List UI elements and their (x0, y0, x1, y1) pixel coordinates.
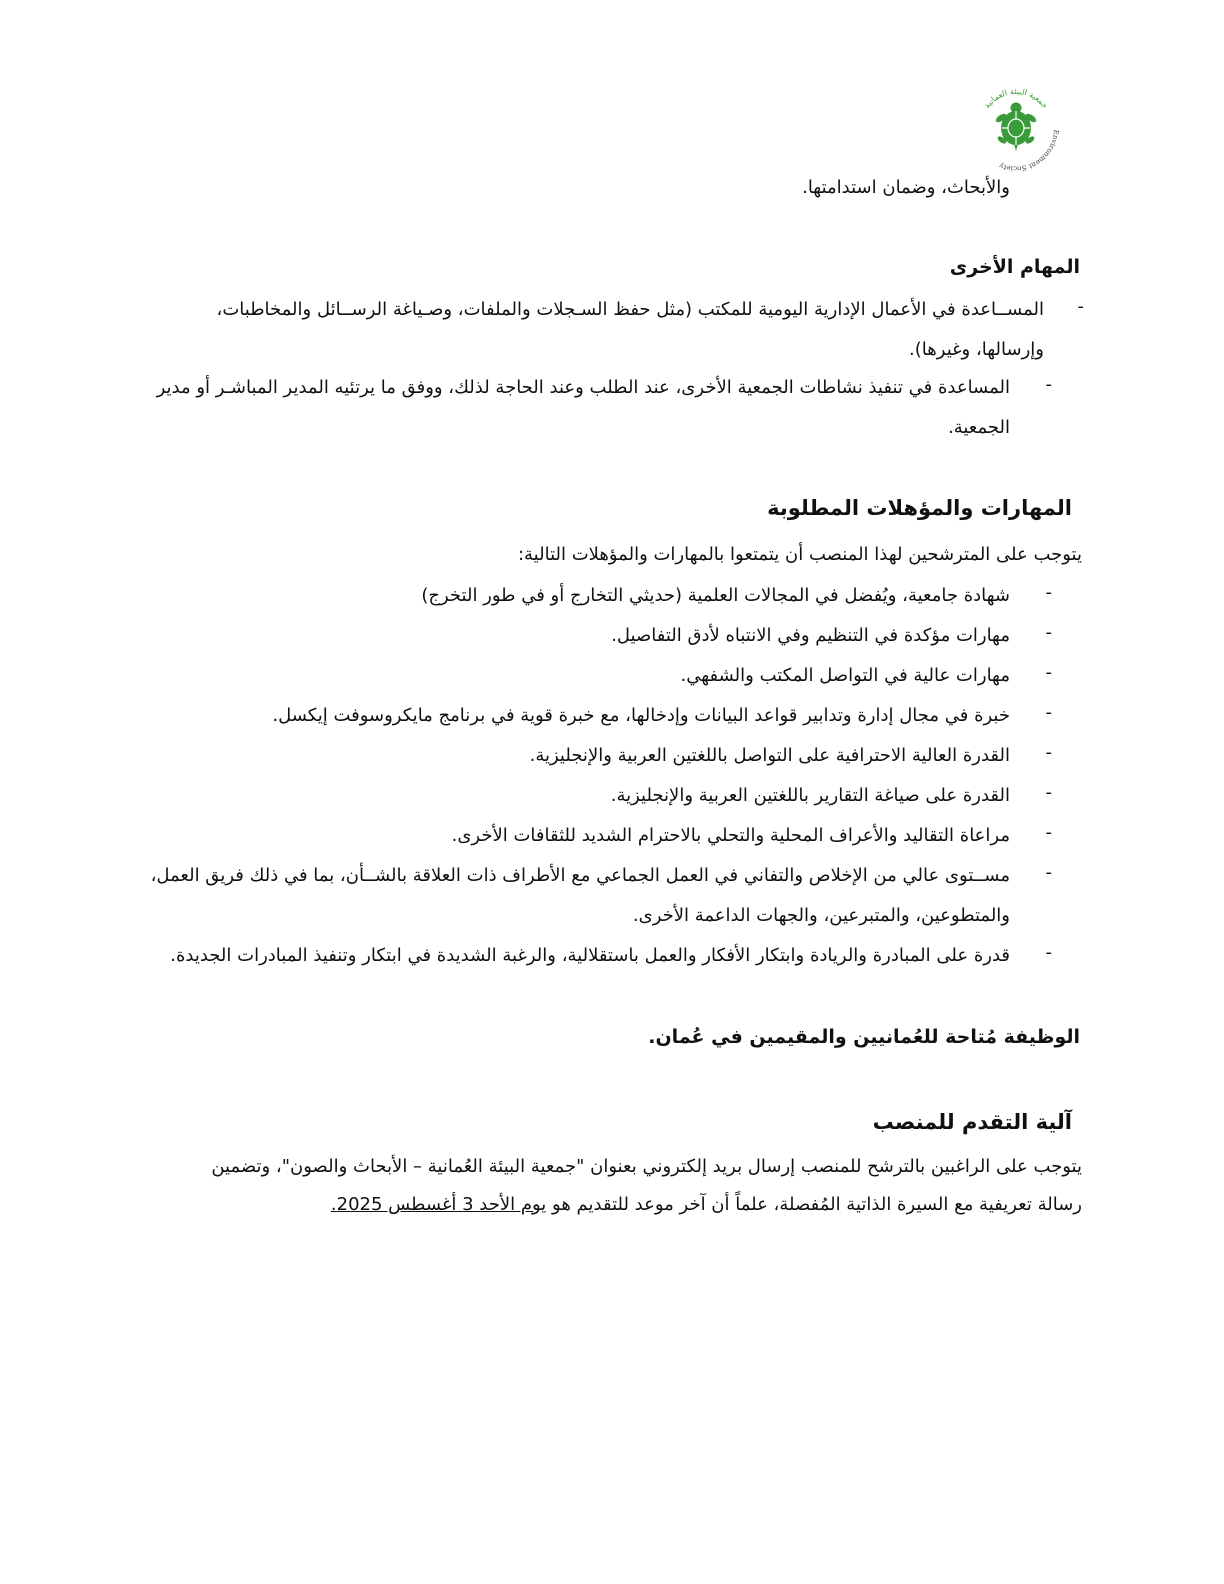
bullet-dash: - (1045, 374, 1052, 395)
bullet-dash: - (1045, 942, 1052, 963)
other-tasks-heading: المهام الأخرى (949, 256, 1080, 278)
other-task-text: الجمعية. (948, 417, 1010, 438)
skill-item (130, 776, 1052, 816)
skill-item (130, 616, 1052, 656)
skill-item (130, 576, 1052, 616)
turtle-logo-icon (968, 76, 1064, 172)
apply-line-2-text: رسالة تعريفية مع السيرة الذاتية المُفصلة، علماً أن آخر موعد للتقديم هو (546, 1194, 1082, 1215)
apply-line-1: يتوجب على الراغبين بالترشح للمنصب إرسال بريد إلكتروني بعنوان "جمعية البيئة العُمانية – الأبحاث والصون"، وتضمين (211, 1156, 1082, 1177)
availability-note: الوظيفة مُتاحة للعُمانيين والمقيمين في عُمان. (648, 1026, 1080, 1048)
environment-society-logo (968, 76, 1064, 172)
intro-continuation: والأبحاث، وضمان استدامتها. (802, 177, 1010, 198)
application-deadline: يوم الأحد 3 أغسطس 2025. (330, 1194, 547, 1215)
skill-list (130, 576, 1052, 976)
other-task-text: وإرسالها، وغيرها). (909, 339, 1044, 360)
bullet-dash: - (1045, 662, 1052, 683)
skills-heading: المهارات والمؤهلات المطلوبة (767, 496, 1072, 520)
other-task-text: المساعدة في تنفيذ نشاطات الجمعية الأخرى، عند الطلب وعند الحاجة لذلك، ووفق ما يرتئيه المدير المباشـر أو مدير (156, 377, 1010, 398)
bullet-dash: - (1045, 862, 1052, 883)
skill-item (130, 856, 1052, 936)
skill-item (130, 696, 1052, 736)
skill-text: القدرة على صياغة التقارير باللغتين العربية والإنجليزية. (610, 785, 1010, 806)
other-task-item (174, 290, 1084, 370)
bullet-dash: - (1077, 296, 1084, 317)
skill-item (130, 656, 1052, 696)
apply-line-2 (331, 1192, 1082, 1218)
skill-text: مهارات مؤكدة في التنظيم وفي الانتباه لأدق التفاصيل. (611, 625, 1010, 646)
skill-text: القدرة العالية الاحترافية على التواصل باللغتين العربية والإنجليزية. (529, 745, 1010, 766)
logo-english-text: Environment Society (998, 129, 1061, 172)
bullet-dash: - (1045, 702, 1052, 723)
skill-text: مســتوى عالي من الإخلاص والتفاني في العمل الجماعي مع الأطراف ذات العلاقة بالشــأن، بما في ذلك فريق العمل، (150, 865, 1010, 886)
bullet-dash: - (1045, 822, 1052, 843)
bullet-dash: - (1045, 742, 1052, 763)
skill-item (130, 736, 1052, 776)
skill-text: والمتطوعين، والمتبرعين، والجهات الداعمة الأخرى. (632, 905, 1010, 926)
skill-text: مراعاة التقاليد والأعراف المحلية والتحلي بالاحترام الشديد للثقافات الأخرى. (451, 825, 1010, 846)
skill-text: خبرة في مجال إدارة وتدابير قواعد البيانات وإدخالها، مع خبرة قوية في برنامج مايكروسوفت إيكسل. (272, 705, 1010, 726)
skill-item (130, 936, 1052, 976)
bullet-dash: - (1045, 582, 1052, 603)
skill-item (130, 816, 1052, 856)
skill-text: قدرة على المبادرة والريادة وابتكار الأفكار والعمل باستقلالية، والرغبة الشديدة في ابتكار وتنفيذ المبادرات الجديدة. (170, 945, 1010, 966)
skill-text: شهادة جامعية، ويُفضل في المجالات العلمية (حديثي التخارج أو في طور التخرج) (421, 585, 1010, 606)
other-task-item (130, 368, 1052, 448)
apply-heading: آلية التقدم للمنصب (872, 1110, 1072, 1134)
bullet-dash: - (1045, 782, 1052, 803)
skills-intro: يتوجب على المترشحين لهذا المنصب أن يتمتعوا بالمهارات والمؤهلات التالية: (517, 544, 1082, 565)
logo-arabic-text: جمعية البيئة العمانية (982, 87, 1050, 111)
bullet-dash: - (1045, 622, 1052, 643)
other-task-text: المســاعدة في الأعمال الإدارية اليومية للمكتب (مثل حفظ السـجلات والملفات، وصـياغة الرســائل والمخاطبات، (216, 299, 1044, 320)
skill-text: مهارات عالية في التواصل المكتب والشفهي. (680, 665, 1010, 686)
